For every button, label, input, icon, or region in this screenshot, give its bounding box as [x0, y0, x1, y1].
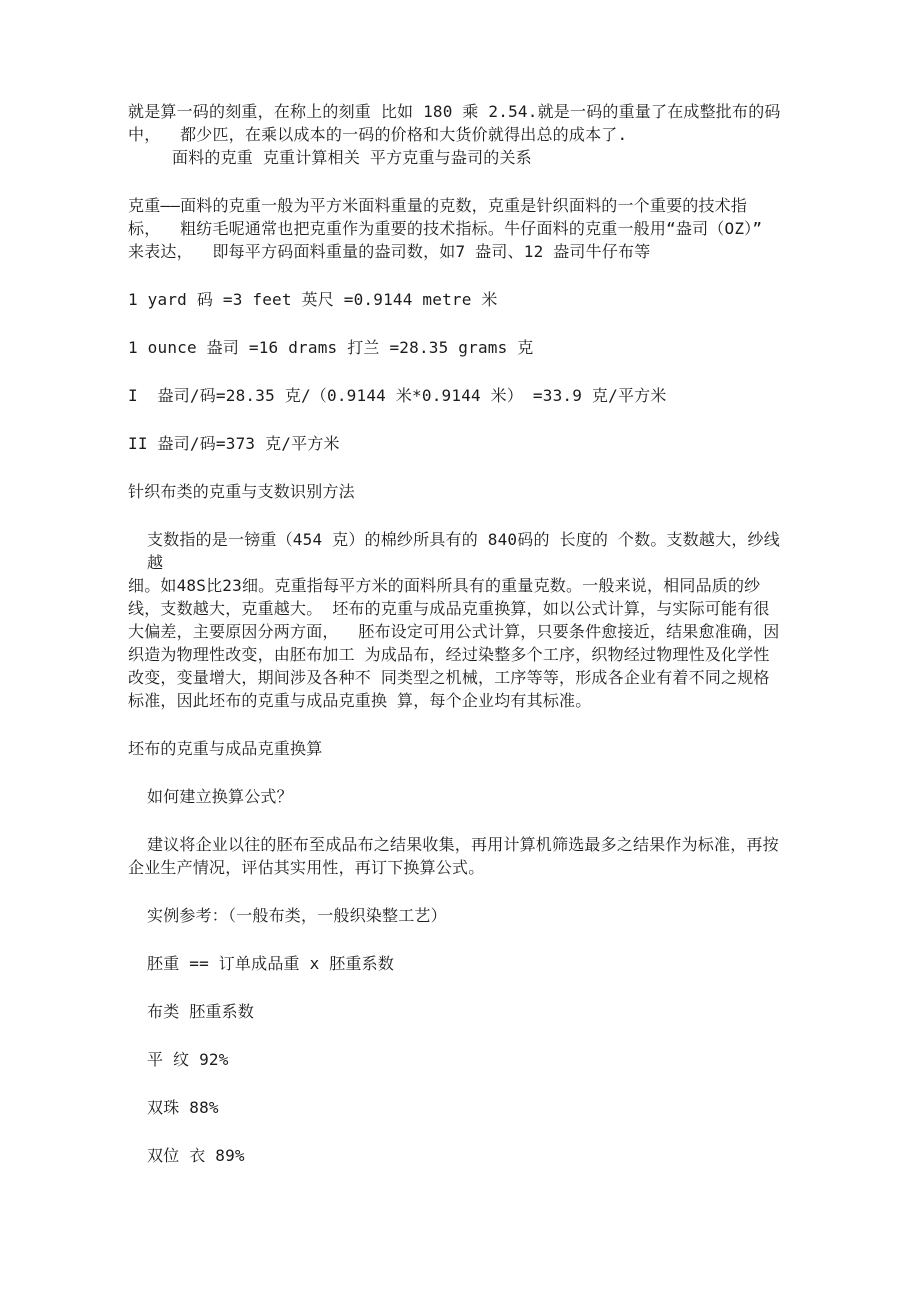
intro-line-1: 就是算一码的刻重，在称上的刻重 比如 180 乘 2.54.就是一码的重量了在成整批布的码 — [128, 102, 781, 121]
suggestion-line-1: 建议将企业以往的胚布至成品布之结果收集，再用计算机筛选最多之结果作为标准，再按 — [147, 835, 779, 854]
conversion-oz-per-yard-2 — [128, 432, 795, 455]
knit-method-heading-line: 针织布类的克重与支数识别方法 — [128, 482, 355, 501]
gram-weight-line-2: 标， 粗纺毛呢通常也把克重作为重要的技术指标。牛仔面料的克重一般用“盎司（OZ）” — [128, 219, 763, 238]
gram-weight-paragraph — [128, 194, 795, 263]
table-header-block — [128, 1000, 795, 1023]
rate-double-pearl-block — [128, 1096, 795, 1119]
greige-conversion-heading — [128, 737, 795, 760]
intro-subtitle-line: 面料的克重 克重计算相关 平方克重与盎司的关系 — [172, 148, 532, 167]
suggestion-paragraph — [128, 833, 795, 879]
example-reference-block — [128, 904, 795, 927]
suggestion-line-2: 企业生产情况，评估其实用性，再订下换算公式。 — [128, 858, 485, 877]
question-line: 如何建立换算公式？ — [147, 787, 293, 806]
intro-line-2: 中， 都少匹，在乘以成本的一码的价格和大货价就得出总的成本了. — [128, 125, 628, 144]
yarn-count-line-6: 改变，变量增大，期间涉及各种不 同类型之机械，工序等等，形成各企业有着不同之规格 — [128, 668, 770, 687]
rate-double-knit-block — [128, 1144, 795, 1167]
conversion-ounce-line: 1 ounce 盎司 =16 drams 打兰 =28.35 grams 克 — [128, 338, 534, 357]
yarn-count-line-1: 支数指的是一镑重（454 克）的棉纱所具有的 840码的 长度的 个数。支数越大，纱线越 — [147, 530, 780, 572]
rate-plain-weave-line: 平 纹 92% — [147, 1050, 229, 1069]
conversion-oz-per-yard-1 — [128, 384, 795, 407]
yarn-count-paragraph — [128, 528, 795, 712]
table-header-line: 布类 胚重系数 — [147, 1002, 255, 1021]
conversion-ounce — [128, 336, 795, 359]
formula-block — [128, 952, 795, 975]
rate-double-knit-line: 双位 衣 89% — [147, 1146, 245, 1165]
formula-line: 胚重 == 订单成品重 x 胚重系数 — [147, 954, 395, 973]
intro-paragraph — [128, 100, 795, 169]
greige-conversion-heading-line: 坯布的克重与成品克重换算 — [128, 739, 323, 758]
question-block — [128, 785, 795, 808]
gram-weight-line-3: 来表达， 即每平方码面料重量的盎司数，如7 盎司、12 盎司牛仔布等 — [128, 242, 651, 261]
rate-double-pearl-line: 双珠 88% — [147, 1098, 219, 1117]
yarn-count-line-3: 线，支数越大，克重越大。 坯布的克重与成品克重换算，如以公式计算，与实际可能有很 — [128, 599, 770, 618]
example-reference-line: 实例参考：（一般布类，一般织染整工艺） — [147, 906, 447, 925]
conversion-oz-per-yard-2-line: II 盎司/码=373 克/平方米 — [128, 434, 340, 453]
conversion-yard-line: 1 yard 码 =3 feet 英尺 =0.9144 metre 米 — [128, 290, 498, 309]
yarn-count-line-2: 细。如48S比23细。克重指每平方米的面料所具有的重量克数。一般来说，相同品质的纱 — [128, 576, 761, 595]
yarn-count-line-4: 大偏差，主要原因分两方面， 胚布设定可用公式计算，只要条件愈接近，结果愈准确，因 — [128, 622, 780, 641]
rate-plain-weave-block — [128, 1048, 795, 1071]
yarn-count-line-5: 织造为物理性改变，由胚布加工 为成品布，经过染整多个工序，织物经过物理性及化学性 — [128, 645, 770, 664]
gram-weight-line-1: 克重——面料的克重一般为平方米面料重量的克数，克重是针织面料的一个重要的技术指 — [128, 196, 748, 215]
knit-method-heading — [128, 480, 795, 503]
conversion-oz-per-yard-1-line: I 盎司/码=28.35 克/（0.9144 米*0.9144 米） =33.9 克/平方米 — [128, 386, 667, 405]
conversion-yard — [128, 288, 795, 311]
yarn-count-line-7: 标准，因此坯布的克重与成品克重换 算，每个企业均有其标准。 — [128, 691, 592, 710]
